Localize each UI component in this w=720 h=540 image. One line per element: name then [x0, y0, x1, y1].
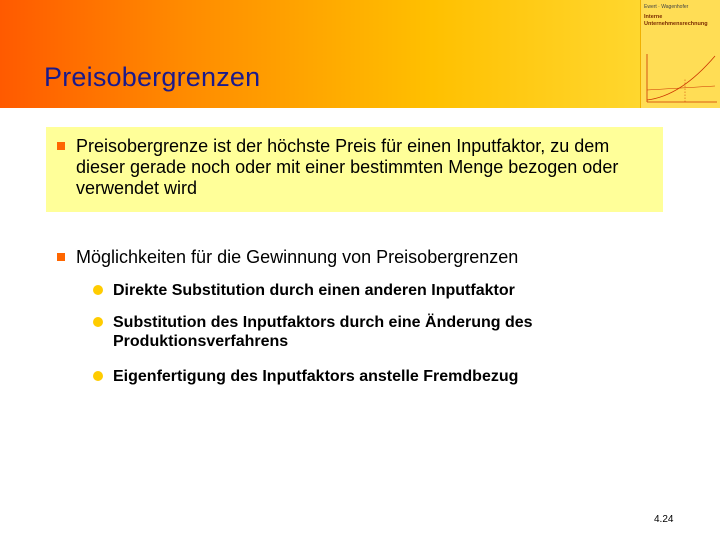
- circle-bullet-icon: [93, 371, 103, 381]
- method-item: Substitution des Inputfaktors durch eine Änderung des Produktionsverfahrens: [113, 314, 533, 350]
- page-number: 4.24: [654, 514, 674, 525]
- square-bullet-icon: [57, 253, 65, 261]
- book-title-line1: Interne: [644, 14, 663, 20]
- circle-bullet-icon: [93, 285, 103, 295]
- square-bullet-icon: [57, 142, 65, 150]
- circle-bullet-icon: [93, 317, 103, 327]
- book-author: Ewert · Wagenhofer: [644, 4, 689, 10]
- book-cover-thumbnail: [640, 0, 720, 108]
- slide-title: Preisobergrenzen: [44, 62, 261, 92]
- method-item: Eigenfertigung des Inputfaktors anstelle Fremdbezug: [113, 368, 519, 385]
- method-item: Direkte Substitution durch einen anderen Inputfaktor: [113, 282, 515, 299]
- book-title: [644, 14, 720, 28]
- methods-heading: Möglichkeiten für die Gewinnung von Preisobergrenzen: [76, 247, 519, 267]
- definition-text: Preisobergrenze ist der höchste Preis für einen Inputfaktor, zu dem dieser gerade noch oder mit einer bestimmten Menge bezogen oder verwendet wird: [76, 136, 619, 198]
- book-title-line2: Unternehmensrechnung: [644, 21, 708, 27]
- book-cover-graph-icon: [641, 50, 720, 108]
